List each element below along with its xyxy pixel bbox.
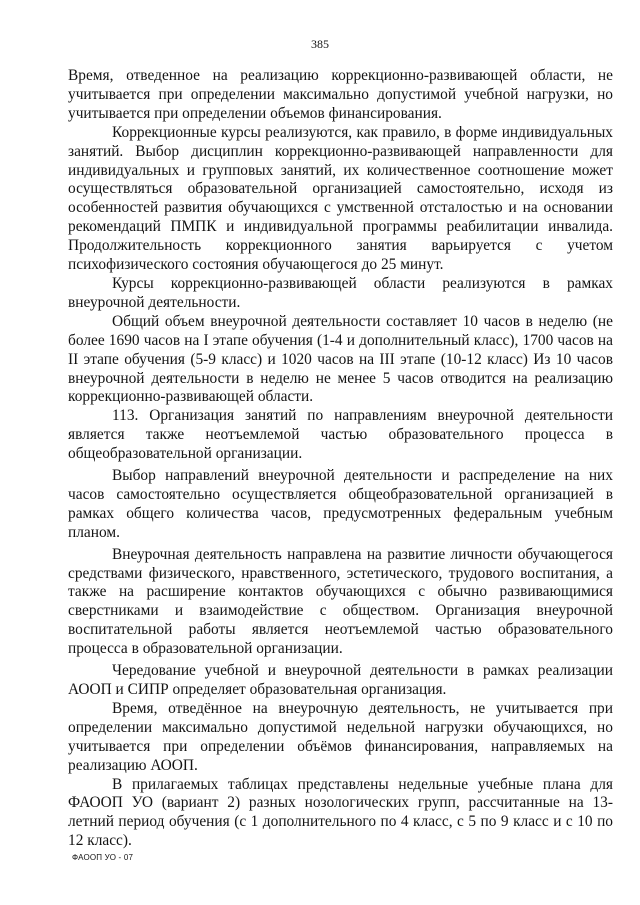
paragraph-directions-choice: Выбор направлений внеурочной деятельности и распределение на них часов самостоятельно осуществляется общеобразовательной организацией в рамках общего количества часов, предусмотренных федеральным учебным планом. [68, 467, 613, 541]
paragraph-time-financing: Время, отведённое на внеурочную деятельность, не учитывается при определении максимально допустимой недельной нагрузки обучающихся, но учитывается при определении объёмов финансирования, направляемых на реализацию АООП. [68, 699, 613, 774]
document-body [68, 67, 613, 851]
paragraph-total-hours: Общий объем внеурочной деятельности составляет 10 часов в неделю (не более 1690 часов на I этапе обучения (1-4 и дополнительный класс), 1700 часов на II этапе обучения (5-9 класс) и 1020 часов на III этапе (10-12 класс) Из 10 часов внеурочной деятельности в неделю не менее 5 часов отводится на реализацию коррекционно-развивающей области. [68, 312, 613, 406]
paragraph-tables-note: В прилагаемых таблицах представлены недельные учебные плана для ФАООП УО (вариант 2) разных нозологических групп, рассчитанные на 13-летний период обучения (с 1 дополнительного по 4 класс, с 5 по 9 класс и с 10 по 12 класс). [68, 775, 613, 850]
paragraph-time-correction: Время, отведенное на реализацию коррекционно-развивающей области, не учитывается при определении максимально допустимой учебной нагрузки, но учитывается при определении объемов финансирования. [68, 67, 613, 122]
paragraph-correction-courses: Коррекционные курсы реализуются, как правило, в форме индивидуальных занятий. Выбор дисциплин коррекционно-развивающей направленности для индивидуальных и групповых занятий, их количественное соотношение может осуществляться образовательной организацией самостоятельно, исходя из особенностей развития обучающихся с умственной отсталостью и на основании рекомендаций ПМПК и индивидуальной программы реабилитации инвалида. Продолжительность коррекционного занятия варьируется с учетом психофизического состояния обучающегося до 25 минут. [68, 123, 613, 274]
paragraph-personal-development: Внеурочная деятельность направлена на развитие личности обучающегося средствами физического, нравственного, эстетического, трудового воспитания, а также на расширение контактов обучающихся с обычно развивающимися сверстниками и взаимодействие с обществом. Организация внеурочной воспитательной работы является неотъемлемой частью образовательного процесса в образовательной организации. [68, 545, 613, 658]
paragraph-item-113: 113. Организация занятий по направлениям внеурочной деятельности является также неотъемлемой частью образовательного процесса в общеобразовательной организации. [68, 407, 613, 463]
footer-document-code: ФАООП УО - 07 [72, 853, 134, 862]
paragraph-alternation: Чередование учебной и внеурочной деятельности в рамках реализации АООП и СИПР определяет образовательная организация. [68, 662, 613, 698]
page-number: 385 [311, 37, 329, 51]
paragraph-extracurricular-scope: Курсы коррекционно-развивающей области реализуются в рамках внеурочной деятельности. [68, 274, 613, 311]
